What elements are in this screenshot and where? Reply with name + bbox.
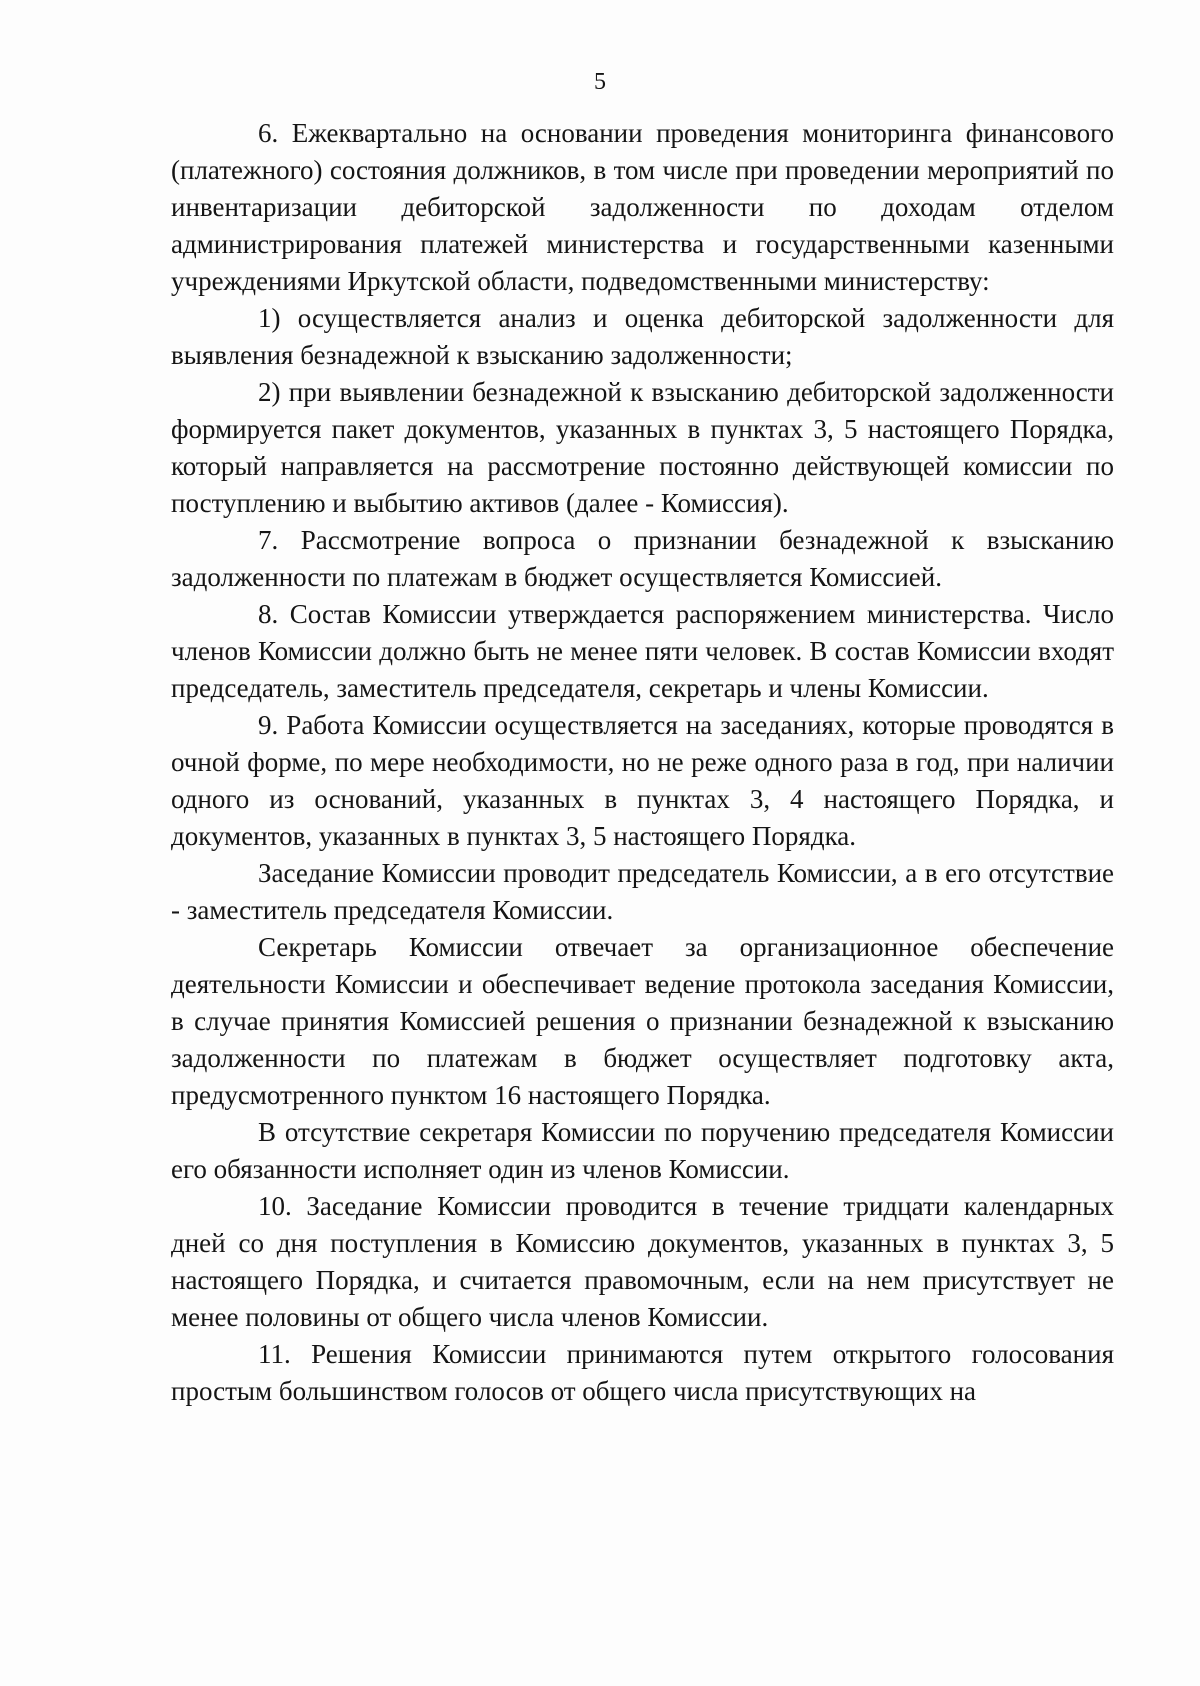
paragraph-9-secretary: Секретарь Комиссии отвечает за организационное обеспечение деятельности Комиссии и обеспечивает ведение протокола заседания Комиссии, в случае принятия Комиссией решения о признании безнадежной к взысканию задолженности по платежам в бюджет осуществляет подготовку акта, предусмотренного пунктом 16 настоящего Порядка. (171, 932, 1114, 1110)
paragraph-6: 6. Ежеквартально на основании проведения мониторинга финансового (платежного) состояния должников, в том числе при проведении мероприятий по инвентаризации дебиторской задолженности по доходам отделом администрирования платежей министерства и государственными казенными учреждениями Иркутской области, подведомственными министерству: (171, 118, 1114, 296)
paragraph-6-item-1: 1) осуществляется анализ и оценка дебиторской задолженности для выявления безнадежной к взысканию задолженности; (171, 303, 1114, 370)
paragraph-8: 8. Состав Комиссии утверждается распоряжением министерства. Число членов Комиссии должно быть не менее пяти человек. В состав Комиссии входят председатель, заместитель председателя, секретарь и члены Комиссии. (171, 599, 1114, 703)
paragraph-10: 10. Заседание Комиссии проводится в течение тридцати календарных дней со дня поступления в Комиссию документов, указанных в пунктах 3, 5 настоящего Порядка, и считается правомочным, если на нем присутствует не менее половины от общего числа членов Комиссии. (171, 1191, 1114, 1332)
paragraph-9: 9. Работа Комиссии осуществляется на заседаниях, которые проводятся в очной форме, по мере необходимости, но не реже одного раза в год, при наличии одного из оснований, указанных в пунктах 3, 4 настоящего Порядка, и документов, указанных в пунктах 3, 5 настоящего Порядка. (171, 710, 1114, 851)
document-body (171, 115, 1114, 1410)
page-number: 5 (594, 69, 606, 95)
paragraph-9-chair: Заседание Комиссии проводит председатель Комиссии, а в его отсутствие - заместитель председателя Комиссии. (171, 858, 1114, 925)
paragraph-6-item-2: 2) при выявлении безнадежной к взысканию дебиторской задолженности формируется пакет документов, указанных в пунктах 3, 5 настоящего Порядка, который направляется на рассмотрение постоянно действующей комиссии по поступлению и выбытию активов (далее - Комиссия). (171, 377, 1114, 518)
paragraph-7: 7. Рассмотрение вопроса о признании безнадежной к взысканию задолженности по платежам в бюджет осуществляется Комиссией. (171, 525, 1114, 592)
paragraph-9-secretary-absence: В отсутствие секретаря Комиссии по поручению председателя Комиссии его обязанности исполняет один из членов Комиссии. (171, 1117, 1114, 1184)
paragraph-11: 11. Решения Комиссии принимаются путем открытого голосования простым большинством голосов от общего числа присутствующих на (171, 1339, 1114, 1406)
